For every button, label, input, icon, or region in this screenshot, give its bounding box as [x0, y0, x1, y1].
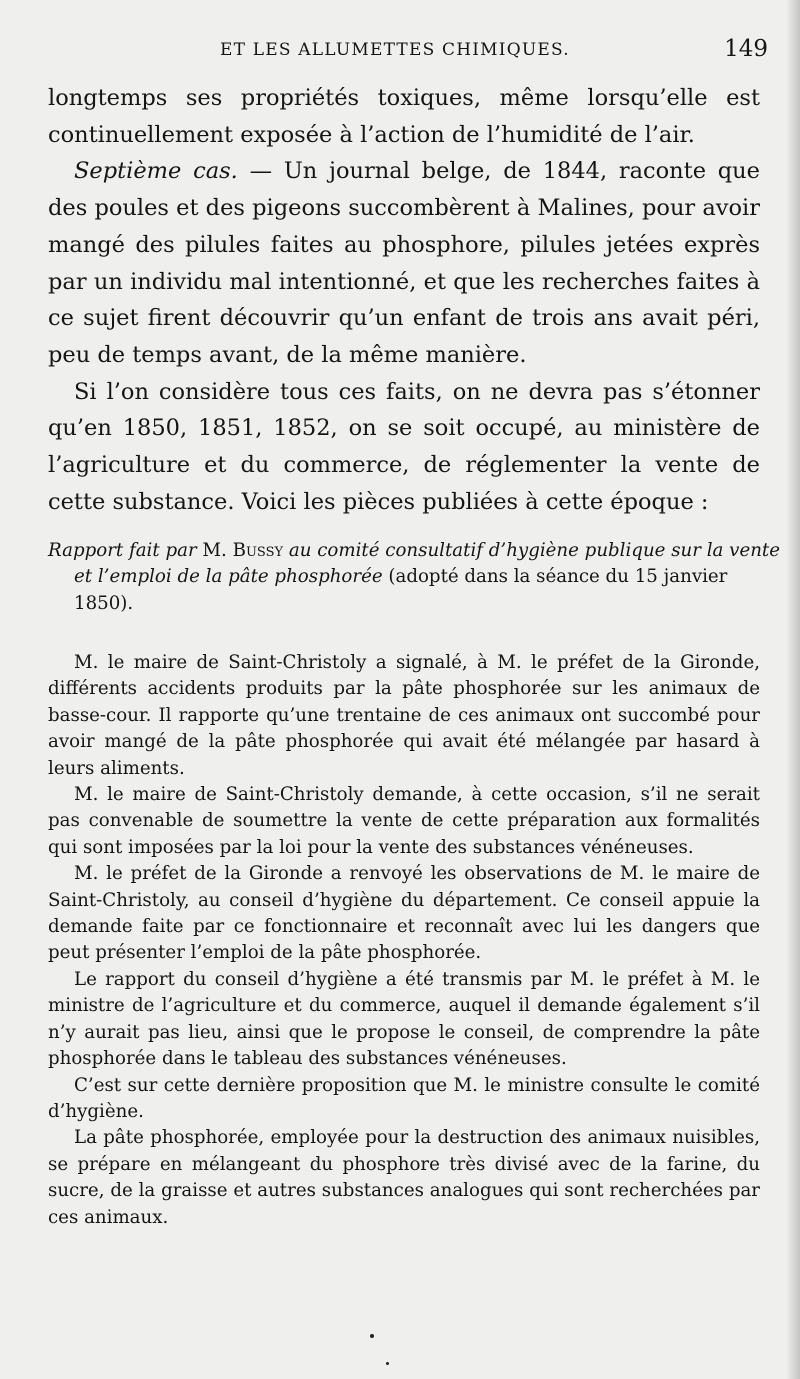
page-header	[48, 36, 768, 70]
report-heading-part: au comité consultatif d’hygiène publique sur la vente et l’emploi de la pâte phosphorée	[74, 540, 780, 588]
case-lead: Septième cas.	[74, 158, 238, 185]
ink-speck	[370, 1334, 374, 1338]
paragraph-septieme-cas	[48, 153, 760, 373]
report-paragraph: Le rapport du conseil d’hygiène a été transmis par M. le préfet à M. le ministre de l’agriculture et du commerce, auquel il demande également s’il n’y aurait pas lieu, ainsi que le propose le conseil, de comprendre la pâte phosphorée dans le tableau des substances vénéneuses.	[48, 968, 760, 1070]
ink-speck	[386, 1362, 389, 1365]
report-heading-part: Rapport fait par	[48, 540, 203, 561]
report-paragraph: C’est sur cette dernière proposition que M. le ministre consulte le comité d’hygiène.	[48, 1074, 760, 1122]
report-body	[48, 650, 760, 1231]
case-text: — Un journal belge, de 1844, raconte que des poules et des pigeons succombèrent à Malines, pour avoir mangé des pilules faites au phosphore, pilules jetées exprès par un individu mal intentionné, et que les recherches faites à ce sujet firent découvrir qu’un enfant de trois ans avait péri, peu de temps avant, de la même manière.	[48, 158, 760, 368]
report-heading-part: M.	[202, 540, 233, 561]
report-paragraph: M. le préfet de la Gironde a renvoyé les observations de M. le maire de Saint-Christoly, au conseil d’hygiène du département. Ce conseil appuie la demande faite par ce fonctionnaire et reconnaît avec lui les dangers que peut présenter l’emploi de la pâte phosphorée.	[48, 863, 760, 964]
report-heading-date: (adopté dans la séance du 15 janvier 1850).	[74, 566, 728, 614]
report-author: Bussy	[232, 540, 284, 561]
report-paragraph: M. le maire de Saint-Christoly a signalé, à M. le préfet de la Gironde, différents accidents produits par la pâte phosphorée sur les animaux de basse-cour. Il rapporte qu’une trentaine de ces animaux ont succombé pour avoir mangé de la pâte phosphorée qui avait été mélangée par hasard à leurs aliments.	[48, 652, 760, 779]
paragraph-considerations: Si l’on considère tous ces faits, on ne devra pas s’étonner qu’en 1850, 1851, 1852, on se soit occupé, au ministère de l’agriculture et du commerce, de réglementer la vente de cette substance. Voici les pièces publiées à cette époque :	[48, 378, 760, 515]
report-paragraph: M. le maire de Saint-Christoly demande, à cette occasion, s’il ne serait pas convenable de soumettre la vente de cette préparation aux formalités qui sont imposées par la loi pour la vente des substances vénéneuses.	[48, 784, 760, 858]
report-paragraph: La pâte phosphorée, employée pour la destruction des animaux nuisibles, se prépare en mélangeant du phosphore très divisé avec de la farine, du sucre, de la graisse et autres substances analogues qui sont recherchées par ces animaux.	[48, 1127, 760, 1228]
paragraph-continuation: longtemps ses propriétés toxiques, même lorsqu’elle est continuellement exposée à l’action de l’humidité de l’air.	[48, 85, 760, 148]
page-edge-shadow	[786, 0, 800, 1379]
page-number: 149	[724, 36, 768, 62]
main-text	[48, 80, 760, 520]
report-heading	[48, 538, 786, 617]
running-title: ET LES ALLUMETTES CHIMIQUES.	[220, 40, 570, 60]
